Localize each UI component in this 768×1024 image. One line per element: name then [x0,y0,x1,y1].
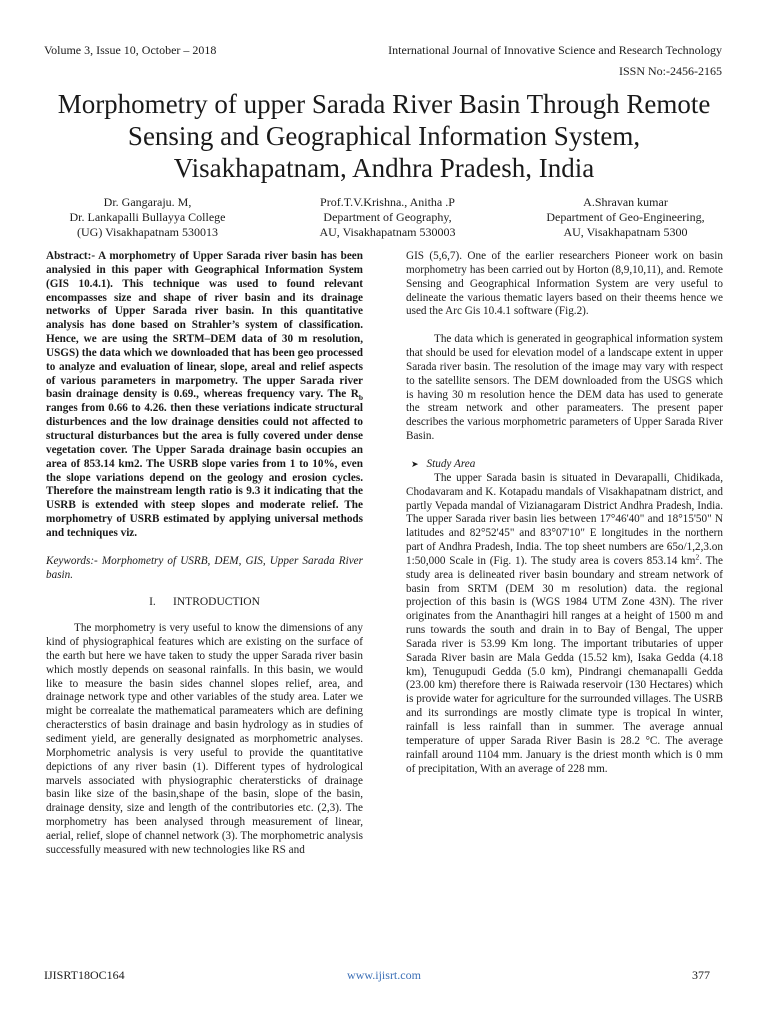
author-address: (UG) Visakhapatnam 530013 [76,225,219,239]
section-heading-introduction: I. INTRODUCTION [149,596,260,609]
journal-name: International Journal of Innovative Science and Research Technology [388,43,722,57]
article-id: IJISRT18OC164 [44,968,125,982]
author-address: AU, Visakhapatnam 5300 [563,225,688,239]
subsection-heading-study-area: ➤ Study Area [411,457,476,470]
left-column [46,250,363,858]
author-affiliation: Department of Geo-Engineering, [546,210,705,224]
author-affiliation: Dr. Lankapalli Bullayya College [69,210,226,224]
introduction-paragraph-2: The data which is generated in geographical information system that should be used for elevation model of a landscape extent in upper Sarada river basin. The resolution of the image may vary with respect to the satellite sensors. The DEM downloaded from the USGS which is having 30 m resolution hence the DEM data has used to generate the stream network and other parameaters. The present paper describes the various morphometric parameters of Upper Sarada River Basin. [406,333,723,443]
author-name: Prof.T.V.Krishna., Anitha .P [320,195,455,209]
introduction-paragraph-1-continued: GIS (5,6,7). One of the earlier researchers Pioneer work on basin morphometry has been carried out by Horton (8,9,10,11), and. Remote Sensing and Geographical Information System are very useful to delineate the various thematic layers based on their theems hence we used the Arc Gis 10.4.1 software (Fig.2). [406,250,723,318]
author-block-1 [30,195,265,240]
journal-volume: Volume 3, Issue 10, October – 2018 [44,43,217,57]
author-block-3 [508,195,743,240]
paper-title: Morphometry of upper Sarada River Basin Through Remote Sensing and Geographical Information System, Visakhapatnam, Andhra Pradesh, India [57,89,711,183]
arrow-bullet-icon: ➤ [411,458,419,469]
author-address: AU, Visakhapatnam 530003 [319,225,456,239]
author-block-2 [270,195,505,240]
page-number: 377 [692,968,710,982]
introduction-paragraph-1: The morphometry is very useful to know the dimensions of any kind of physiographical features which are existing on the surface of the earth but here we have taken to study the upper Sarada river basin which mostly depends on seasonal rainfalls. In this basin, we would like to measure the basin sides channel slopes relief, area, and drainage network type and other variables of the study area. Later we might be correalate the mathematical parameaters which are defining cheracterstics of basin drainage and basin hydrology as in studies of sediment yield, are generally designated as morphometric analyses. Morphometric analysis is very useful to provide the quantitative depictions of any river basin (1). Different types of hydrological marvels associated with physiographic cheratersticks of drainage basin like size of the basin,shape of the basin, slope of the basin, drainage density, size and length of the contributories etc. (2,3). The morphometry has been analysed through measurement of linear, aerial, relief, slope of channel network (3). The morphometric analysis successfully measured with new technologies like RS and [46,622,363,856]
author-affiliation: Department of Geography, [323,210,452,224]
author-name: A.Shravan kumar [583,195,668,209]
study-area-paragraph: The upper Sarada basin is situated in Devarapalli, Chidikada, Chodavaram and K. Kotapadu mandals of Visakhapatnam district, and partly Vepada mandal of Vizianagaram District Andhra Pradesh, India. The upper Sarada river basin lies between 17°46'40" and 18°15'50" N latitudes and 82°52'45" and 83°07'10" E longitudes in the northern part of Andhra Pradesh, India. The top sheet numbers are 65o/1,2,3.on 1:50,000 Scale in (Fig. 1). The study area is covers 853.14 $km^2$. The study area is delineated river basin boundary and stream network of basin from SRTM (DEM 30 m resolution) data. the regional projection of this basin is (WGS 1984 UTM Zone 43N). The river originates from the Ananthagiri hill ranges at a height of 1500 m and runs towards the south and drain in to Bay of Bengal, The upper Sarada river is 53.99 Km long. The important tributaries of upper Sarada River basin are Mala Gedda (15.52 km), Isaka Gedda (4.18 km), Tenugupudi Gedda (5.0 km), Pindrangi chemanapalli Gedda (23.00 km) therefore there is Raiwada reservoir (130 Hectares) which is provide water for agriculture for the surrounded villages. The USRB and its surrondings are mostly climate type is tropical In winter, rainfall is less rainfall than in summer. The average annual temperature of upper Sarada River Basin is 28.2 °C. The average rainfall around 1104 mm. January is the driest month which is 0 mm of precipitation, With an average of 228 mm. [406,471,724,775]
right-column [406,250,723,776]
issn: ISSN No:-2456-2165 [618,64,722,78]
author-name: Dr. Gangaraju. M, [103,195,192,209]
abstract: Abstract:- A morphometry of Upper Sarada river basin has been analysied in this paper with Geographical Information System (GIS 10.4.1). This technique was used to found relevant encompasses size and shape of river basin and its drainage networks of Upper Sarada river basin. In this quantitative analysis has done based on Strahler’s system of classification. Hence, we are using the SRTM–DEM data of 30 m resolution, USGS) the data which we downloaded that has been geo processed to analyze and evaluation of linear, slope, areal and relief aspects of various parameters in marpometry. The upper Sarada river basin drainage density is 0.69., whereas frequency vary. The $R_b$ ranges from 0.66 to 4.26. then these veriations indicate structural disturbences and the low drainage densities could not affected to structural disturbances but the area is fully covered under dense vegetation cover. The Upper Sarada drainage basin occupies an area of 853.14 km2. The USRB slope varies from 1 to 10%, even the slope variations depend on the geology and erosion cycles. Therefore the mainstream length ratio is 9.3 it indicating that the USRB is extended with steep slopes and moderate relief. The morphometry of USRB estimated by applying universal methods and techniques viz. [46,250,363,539]
keywords: Keywords:- Morphometry of USRB, DEM, GIS, Upper Sarada River basin. [46,554,363,581]
journal-url-link[interactable]: www.ijisrt.com [347,968,421,982]
